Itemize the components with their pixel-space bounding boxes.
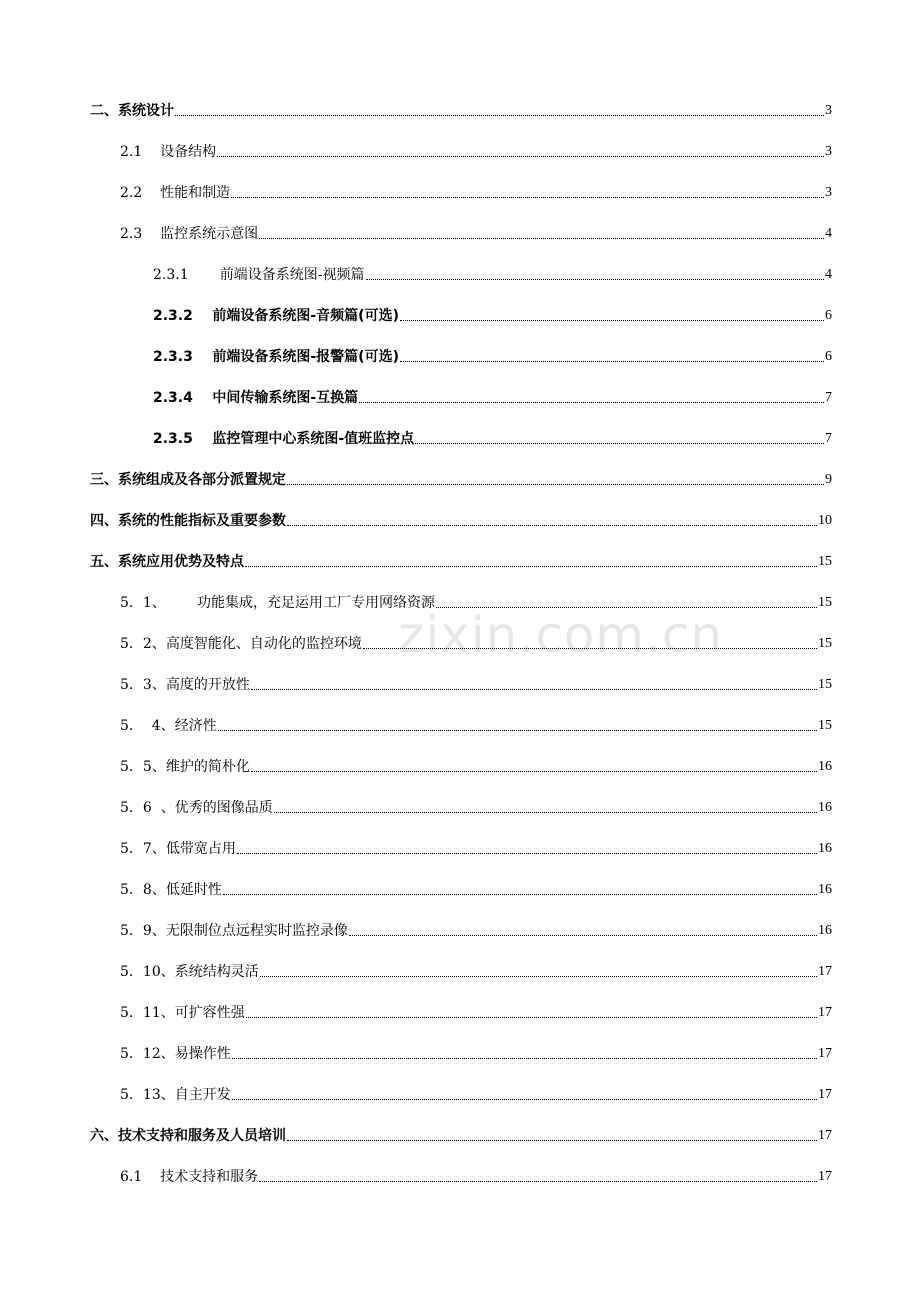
toc-entry-page: 10 <box>818 513 832 528</box>
dot-leader <box>232 1058 817 1059</box>
toc-entry-page: 17 <box>818 964 832 979</box>
toc-entry[interactable] <box>120 918 832 940</box>
toc-entry-label: 5．1、 功能集成，充足运用工厂专用网络资源 <box>120 595 435 611</box>
toc-entry[interactable] <box>120 1082 832 1104</box>
toc-entry-label: 2.3.3 前端设备系统图-报警篇(可选) <box>153 349 399 365</box>
toc-entry[interactable] <box>153 385 832 407</box>
toc-entry-page: 17 <box>818 1046 832 1061</box>
toc-entry-label: 5．11、可扩容性强 <box>120 1005 245 1021</box>
toc-entry[interactable] <box>120 139 832 161</box>
toc-entry-page: 15 <box>818 718 832 733</box>
toc-entry-label: 2.2 性能和制造 <box>120 185 231 201</box>
toc-entry-page: 16 <box>818 882 832 897</box>
dot-leader <box>217 156 824 157</box>
dot-leader <box>436 607 817 608</box>
dot-leader <box>366 279 824 280</box>
dot-leader <box>359 402 824 403</box>
toc-entry-label: 5．6 、优秀的图像品质 <box>120 800 273 816</box>
toc-entry-page: 16 <box>818 841 832 856</box>
toc-entry-page: 16 <box>818 759 832 774</box>
toc-entry-page: 3 <box>825 103 832 118</box>
dot-leader <box>259 238 824 239</box>
dot-leader <box>287 1140 817 1141</box>
toc-entry[interactable] <box>120 836 832 858</box>
toc-entry-label: 2.3.5 监控管理中心系统图-值班监控点 <box>153 431 415 447</box>
toc-entry-page: 16 <box>818 800 832 815</box>
dot-leader <box>259 1181 817 1182</box>
toc-entry[interactable] <box>90 467 832 489</box>
toc-entry-page: 16 <box>818 923 832 938</box>
dot-leader <box>349 935 817 936</box>
toc-entry[interactable] <box>120 713 832 735</box>
toc-entry-page: 17 <box>818 1169 832 1184</box>
toc-entry[interactable] <box>90 508 832 530</box>
toc-entry[interactable] <box>120 590 832 612</box>
dot-leader <box>251 771 817 772</box>
toc-entry-label: 2.1 设备结构 <box>120 144 217 160</box>
toc-entry[interactable] <box>153 344 832 366</box>
dot-leader <box>274 812 817 813</box>
toc-entry-label: 2.3 监控系统示意图 <box>120 226 259 242</box>
dot-leader <box>223 894 817 895</box>
toc-entry-label: 6.1 技术支持和服务 <box>120 1169 259 1185</box>
toc-entry-page: 4 <box>825 267 832 282</box>
dot-leader <box>260 976 817 977</box>
toc-entry[interactable] <box>120 877 832 899</box>
toc-entry-page: 15 <box>818 595 832 610</box>
toc-entry-page: 15 <box>818 677 832 692</box>
dot-leader <box>251 689 817 690</box>
toc-entry-label: 5．9、无限制位点远程实时监控录像 <box>120 923 348 939</box>
toc-entry-label: 5．8、低延时性 <box>120 882 222 898</box>
toc-entry[interactable] <box>120 221 832 243</box>
toc-entry-label: 5．2、高度智能化、自动化的监控环境 <box>120 636 362 652</box>
toc-entry[interactable] <box>153 262 832 284</box>
toc-entry-page: 17 <box>818 1087 832 1102</box>
toc-entry[interactable] <box>90 549 832 571</box>
toc-entry-page: 9 <box>825 472 832 487</box>
toc-entry[interactable] <box>120 672 832 694</box>
toc-entry[interactable] <box>153 303 832 325</box>
toc-entry-label: 5．13、自主开发 <box>120 1087 231 1103</box>
dot-leader <box>232 1099 817 1100</box>
toc-entry-page: 6 <box>825 349 832 364</box>
toc-entry[interactable] <box>90 1123 832 1145</box>
toc-entry-label: 5．12、易操作性 <box>120 1046 231 1062</box>
dot-leader <box>287 484 824 485</box>
toc-entry-page: 15 <box>818 554 832 569</box>
toc-entry[interactable] <box>120 1164 832 1186</box>
toc-entry-label: 2.3.2 前端设备系统图-音频篇(可选) <box>153 308 399 324</box>
toc-entry-page: 7 <box>825 390 832 405</box>
toc-entry-page: 17 <box>818 1005 832 1020</box>
toc-entry[interactable] <box>120 1041 832 1063</box>
toc-entry-page: 3 <box>825 144 832 159</box>
dot-leader <box>400 361 824 362</box>
toc-entry-label: 5．5、维护的简朴化 <box>120 759 250 775</box>
dot-leader <box>246 1017 817 1018</box>
toc-entry-page: 4 <box>825 226 832 241</box>
toc-entry[interactable] <box>120 795 832 817</box>
toc-entry-label: 四、系统的性能指标及重要参数 <box>90 513 286 529</box>
toc-entry-label: 5．10、系统结构灵活 <box>120 964 259 980</box>
toc-entry[interactable] <box>153 426 832 448</box>
toc-entry-label: 2.3.1 前端设备系统图-视频篇 <box>153 267 365 283</box>
dot-leader <box>237 853 817 854</box>
toc-entry[interactable] <box>120 1000 832 1022</box>
toc-entry-page: 6 <box>825 308 832 323</box>
toc-entry-label: 二、系统设计 <box>90 103 174 119</box>
toc-entry-label: 5． 4、经济性 <box>120 718 217 734</box>
dot-leader <box>231 197 824 198</box>
dot-leader <box>400 320 824 321</box>
toc-entry-page: 7 <box>825 431 832 446</box>
dot-leader <box>287 525 817 526</box>
toc-entry[interactable] <box>120 180 832 202</box>
toc-entry-page: 15 <box>818 636 832 651</box>
toc-entry-label: 5．3、高度的开放性 <box>120 677 250 693</box>
dot-leader <box>245 566 817 567</box>
dot-leader <box>218 730 817 731</box>
dot-leader <box>175 115 824 116</box>
toc-entry-label: 5．7、低带宽占用 <box>120 841 236 857</box>
toc-entry[interactable] <box>120 631 832 653</box>
toc-entry[interactable] <box>90 98 832 120</box>
dot-leader <box>415 443 824 444</box>
toc-entry-label: 六、技术支持和服务及人员培训 <box>90 1128 286 1144</box>
dot-leader <box>363 648 817 649</box>
toc-entry-label: 五、系统应用优势及特点 <box>90 554 244 570</box>
toc-entry-label: 三、系统组成及各部分派置规定 <box>90 472 286 488</box>
toc-entry[interactable] <box>120 754 832 776</box>
toc-entry-label: 2.3.4 中间传输系统图-互换篇 <box>153 390 359 406</box>
toc-entry-page: 17 <box>818 1128 832 1143</box>
watermark: zixin.com.cn <box>398 606 724 664</box>
toc-entry[interactable] <box>120 959 832 981</box>
toc-entry-page: 3 <box>825 185 832 200</box>
